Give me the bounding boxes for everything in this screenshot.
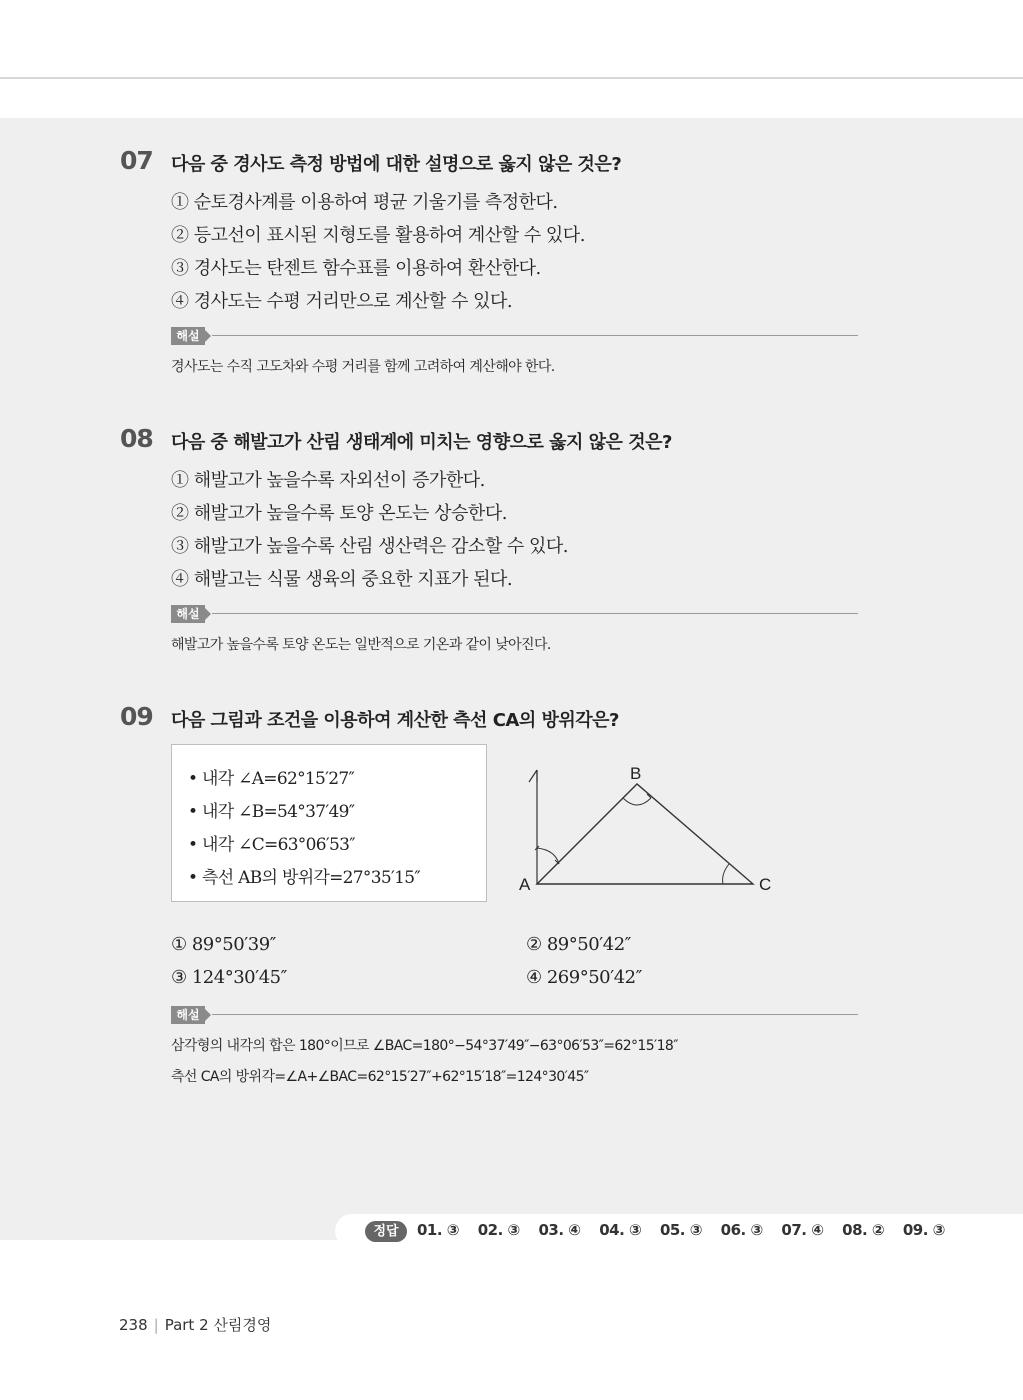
- vertex-label-b: B: [630, 764, 642, 783]
- question-number-07: 07: [120, 146, 153, 175]
- q09-explanation-line-2: 측선 CA의 방위각=∠A+∠BAC=62°15′27″+62°15′18″=124°30′45″: [171, 1069, 589, 1085]
- q07-option-1: ① 순토경사계를 이용하여 평균 기울기를 측정한다.: [171, 192, 558, 213]
- q09-explanation-tag: 해설: [171, 1006, 205, 1024]
- page-number: 238: [119, 1316, 148, 1334]
- triangle-diagram: [515, 760, 785, 900]
- question-number-08: 08: [120, 424, 153, 453]
- question-text-09: 다음 그림과 조건을 이용하여 계산한 측선 CA의 방위각은?: [171, 710, 619, 731]
- conditions-box: [171, 744, 487, 902]
- north-arrow-icon: [529, 770, 537, 782]
- answer-07: 07. ④: [781, 1221, 824, 1239]
- q07-explanation-tag: 해설: [171, 327, 205, 345]
- vertex-label-c: C: [759, 875, 772, 894]
- answer-key-list: [417, 1221, 959, 1239]
- bearing-arc: [537, 848, 559, 864]
- q09-option-2: ② 89°50′42″: [526, 934, 631, 955]
- q09-explanation-line-1: 삼각형의 내각의 합은 180°이므로 ∠BAC=180°−54°37′49″−63°06′53″=62°15′18″: [171, 1038, 678, 1054]
- question-text-08: 다음 중 해발고가 산림 생태계에 미치는 영향으로 옳지 않은 것은?: [171, 432, 672, 453]
- answer-06: 06. ③: [720, 1221, 763, 1239]
- q07-option-4: ④ 경사도는 수평 거리만으로 계산할 수 있다.: [171, 291, 513, 312]
- question-number-09: 09: [120, 702, 153, 731]
- q08-option-3: ③ 해발고가 높을수록 산림 생산력은 감소할 수 있다.: [171, 536, 569, 557]
- triangle-abc: [537, 784, 753, 884]
- angle-c-arc: [723, 864, 729, 884]
- answer-key-label: 정답: [365, 1221, 407, 1242]
- condition-angle-c: • 내각 ∠C=63°06′53″: [188, 835, 355, 855]
- q08-explanation-tag: 해설: [171, 605, 205, 623]
- page-footer: [119, 1314, 271, 1335]
- answer-09: 09. ③: [902, 1221, 945, 1239]
- answer-key-bar: [335, 1214, 1023, 1248]
- answer-04: 04. ③: [599, 1221, 642, 1239]
- q07-option-3: ③ 경사도는 탄젠트 함수표를 이용하여 환산한다.: [171, 258, 541, 279]
- q09-option-3: ③ 124°30′45″: [171, 967, 287, 988]
- q07-explanation-text: 경사도는 수직 고도차와 수평 거리를 함께 고려하여 계산해야 한다.: [171, 359, 555, 375]
- answer-05: 05. ③: [659, 1221, 702, 1239]
- q08-option-1: ① 해발고가 높을수록 자외선이 증가한다.: [171, 470, 485, 491]
- top-rule: [0, 77, 1023, 79]
- q09-explanation-rule: [212, 1014, 858, 1015]
- q08-explanation-rule: [212, 613, 858, 614]
- answer-02: 02. ③: [477, 1221, 520, 1239]
- condition-angle-a: • 내각 ∠A=62°15′27″: [188, 769, 355, 789]
- answer-03: 03. ④: [538, 1221, 581, 1239]
- q08-option-4: ④ 해발고는 식물 생육의 중요한 지표가 된다.: [171, 569, 513, 590]
- footer-separator: |: [153, 1316, 159, 1334]
- q07-option-2: ② 등고선이 표시된 지형도를 활용하여 계산할 수 있다.: [171, 225, 585, 246]
- condition-bearing-ab: • 측선 AB의 방위각=27°35′15″: [188, 868, 420, 888]
- q09-option-4: ④ 269°50′42″: [526, 967, 642, 988]
- angle-b-arc: [623, 798, 651, 805]
- q08-explanation-text: 해발고가 높을수록 토양 온도는 일반적으로 기온과 같이 낮아진다.: [171, 637, 551, 653]
- answer-01: 01. ③: [417, 1221, 459, 1239]
- part-title: Part 2 산림경영: [164, 1316, 272, 1334]
- answer-08: 08. ②: [842, 1221, 885, 1239]
- question-text-07: 다음 중 경사도 측정 방법에 대한 설명으로 옳지 않은 것은?: [171, 154, 622, 175]
- q08-option-2: ② 해발고가 높을수록 토양 온도는 상승한다.: [171, 503, 507, 524]
- vertex-label-a: A: [519, 875, 531, 894]
- q09-option-1: ① 89°50′39″: [171, 934, 276, 955]
- q07-explanation-rule: [212, 335, 858, 336]
- condition-angle-b: • 내각 ∠B=54°37′49″: [188, 802, 355, 822]
